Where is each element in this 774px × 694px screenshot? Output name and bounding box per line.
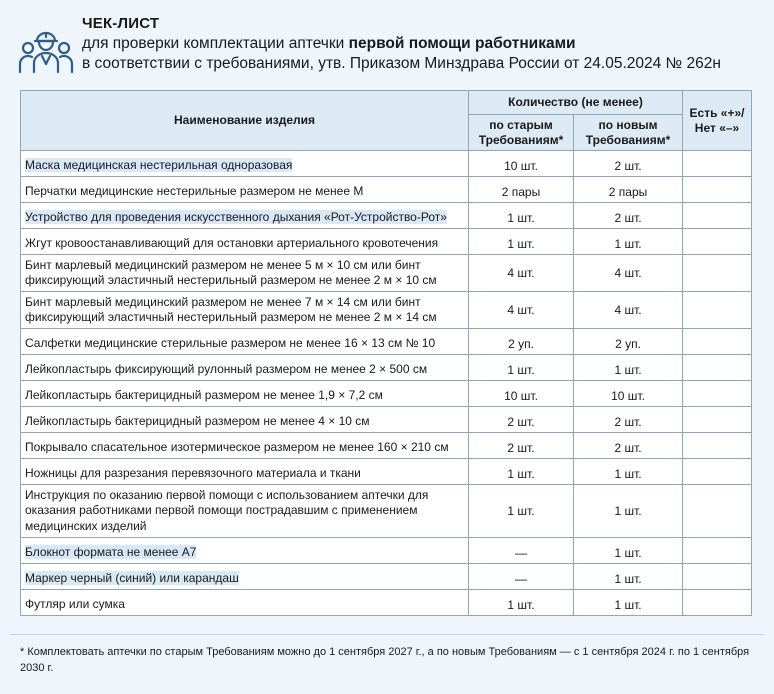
- new-quantity: 1 шт.: [574, 229, 683, 255]
- item-name: [21, 229, 469, 255]
- item-name-text: Бинт марлевый медицинский размером не менее 5 м × 10 см или бинт фиксирующий эластичный нестерильный размером не менее 2 м × 10 см: [25, 257, 437, 287]
- new-quantity: 1 шт.: [574, 485, 683, 538]
- new-quantity: 2 шт.: [574, 151, 683, 177]
- item-name: [21, 459, 469, 485]
- item-name: [21, 329, 469, 355]
- item-name-text: Бинт марлевый медицинский размером не менее 7 м × 14 см или бинт фиксирующий эластичный нестерильный размером не менее 2 м × 14 см: [25, 294, 437, 324]
- header: [0, 0, 774, 90]
- item-name: [21, 564, 469, 590]
- check-mark-cell[interactable]: [683, 590, 752, 616]
- item-name: [21, 203, 469, 229]
- old-quantity: —: [469, 538, 574, 564]
- check-mark-cell[interactable]: [683, 255, 752, 292]
- table-row: [21, 203, 752, 229]
- table-row: [21, 433, 752, 459]
- item-name: [21, 433, 469, 459]
- check-mark-cell[interactable]: [683, 407, 752, 433]
- check-mark-cell[interactable]: [683, 459, 752, 485]
- column-header-quantity: Количество (не менее): [469, 91, 683, 115]
- check-mark-cell[interactable]: [683, 177, 752, 203]
- new-quantity: 1 шт.: [574, 538, 683, 564]
- new-quantity: 1 шт.: [574, 590, 683, 616]
- old-quantity: 1 шт.: [469, 590, 574, 616]
- item-name: [21, 407, 469, 433]
- old-quantity: 4 шт.: [469, 292, 574, 329]
- check-mark-cell[interactable]: [683, 355, 752, 381]
- old-quantity: 2 пары: [469, 177, 574, 203]
- check-mark-cell[interactable]: [683, 151, 752, 177]
- old-quantity: 1 шт.: [469, 485, 574, 538]
- new-quantity: 2 шт.: [574, 433, 683, 459]
- table-row: [21, 538, 752, 564]
- new-quantity: 1 шт.: [574, 355, 683, 381]
- subtitle-line-1: [82, 34, 764, 54]
- subtitle-bold: первой помощи работниками: [348, 35, 576, 52]
- item-name-text: Футляр или сумка: [25, 597, 125, 612]
- item-name-text: Лейкопластырь бактерицидный размером не менее 1,9 × 7,2 см: [25, 388, 383, 403]
- column-header-name: Наименование изделия: [21, 91, 469, 151]
- check-mark-cell[interactable]: [683, 292, 752, 329]
- old-quantity: 2 шт.: [469, 407, 574, 433]
- old-quantity: 4 шт.: [469, 255, 574, 292]
- check-mark-cell[interactable]: [683, 433, 752, 459]
- page-title: ЧЕК-ЛИСТ: [82, 15, 160, 32]
- new-quantity: 2 шт.: [574, 407, 683, 433]
- new-quantity: 4 шт.: [574, 292, 683, 329]
- check-mark-cell[interactable]: [683, 564, 752, 590]
- table-row: [21, 381, 752, 407]
- table-row: [21, 355, 752, 381]
- check-mark-cell[interactable]: [683, 229, 752, 255]
- new-quantity: 10 шт.: [574, 381, 683, 407]
- subtitle-line-2: в соответствии с требованиями, утв. Приказом Минздрава России от 24.05.2024 № 262н: [82, 55, 721, 72]
- check-mark-cell[interactable]: [683, 538, 752, 564]
- item-name: [21, 381, 469, 407]
- old-quantity: 1 шт.: [469, 229, 574, 255]
- item-name-text: Салфетки медицинские стерильные размером не менее 16 × 13 см № 10: [25, 336, 436, 351]
- table-row: [21, 485, 752, 538]
- new-quantity: 2 уп.: [574, 329, 683, 355]
- item-name-text: Лейкопластырь фиксирующий рулонный размером не менее 2 × 500 см: [25, 362, 428, 377]
- table-row: [21, 292, 752, 329]
- old-quantity: 10 шт.: [469, 151, 574, 177]
- item-name-text: Устройство для проведения искусственного дыхания «Рот-Устройство-Рот»: [25, 210, 447, 225]
- item-name: [21, 151, 469, 177]
- check-mark-cell[interactable]: [683, 485, 752, 538]
- new-quantity: 2 шт.: [574, 203, 683, 229]
- item-name: [21, 485, 469, 538]
- footnote: * Комплектовать аптечки по старым Требованиям можно до 1 сентября 2027 г., а по новым Требованиям — с 1 сентября 2024 г. по 1 сентября 2030 г.: [20, 646, 750, 674]
- table-row: [21, 459, 752, 485]
- item-name-text: Перчатки медицинские нестерильные размером не менее M: [25, 184, 364, 199]
- table-row: [21, 590, 752, 616]
- table-row: [21, 177, 752, 203]
- old-quantity: 2 уп.: [469, 329, 574, 355]
- item-name: [21, 538, 469, 564]
- table-row: [21, 229, 752, 255]
- column-header-check: Есть «+»/ Нет «–»: [683, 91, 752, 151]
- old-quantity: —: [469, 564, 574, 590]
- column-header-new: по новым Требованиям*: [574, 115, 683, 151]
- item-name: [21, 177, 469, 203]
- table-row: [21, 329, 752, 355]
- new-quantity: 2 пары: [574, 177, 683, 203]
- item-name-text: Маска медицинская нестерильная одноразовая: [25, 158, 293, 173]
- item-name-text: Жгут кровоостанавливающий для остановки артериального кровотечения: [25, 236, 439, 251]
- item-name-text: Покрывало спасательное изотермическое размером не менее 160 × 210 см: [25, 440, 449, 455]
- column-header-old: по старым Требованиям*: [469, 115, 574, 151]
- new-quantity: 1 шт.: [574, 459, 683, 485]
- item-name-text: Ножницы для разрезания перевязочного материала и ткани: [25, 466, 361, 481]
- old-quantity: 2 шт.: [469, 433, 574, 459]
- header-text: [82, 14, 764, 74]
- item-name-text: Маркер черный (синий) или карандаш: [25, 571, 239, 586]
- item-name-text: Блокнот формата не менее А7: [25, 545, 197, 560]
- new-quantity: 4 шт.: [574, 255, 683, 292]
- new-quantity: 1 шт.: [574, 564, 683, 590]
- table-row: [21, 151, 752, 177]
- check-mark-cell[interactable]: [683, 329, 752, 355]
- subtitle-plain: для проверки комплектации аптечки: [82, 35, 349, 52]
- check-mark-cell[interactable]: [683, 381, 752, 407]
- workers-group-icon: [18, 24, 74, 80]
- item-name: [21, 292, 469, 329]
- item-name: [21, 590, 469, 616]
- item-name: [21, 355, 469, 381]
- table-row: [21, 407, 752, 433]
- table-row: [21, 255, 752, 292]
- divider: [10, 634, 764, 635]
- item-name-text: Лейкопластырь бактерицидный размером не менее 4 × 10 см: [25, 414, 370, 429]
- old-quantity: 10 шт.: [469, 381, 574, 407]
- old-quantity: 1 шт.: [469, 203, 574, 229]
- old-quantity: 1 шт.: [469, 459, 574, 485]
- check-mark-cell[interactable]: [683, 203, 752, 229]
- table-row: [21, 564, 752, 590]
- old-quantity: 1 шт.: [469, 355, 574, 381]
- checklist-table: [20, 90, 752, 616]
- item-name-text: Инструкция по оказанию первой помощи с использованием аптечки для оказания работниками первой помощи пострадавшим с применением медицинских изделий: [25, 487, 429, 533]
- item-name: [21, 255, 469, 292]
